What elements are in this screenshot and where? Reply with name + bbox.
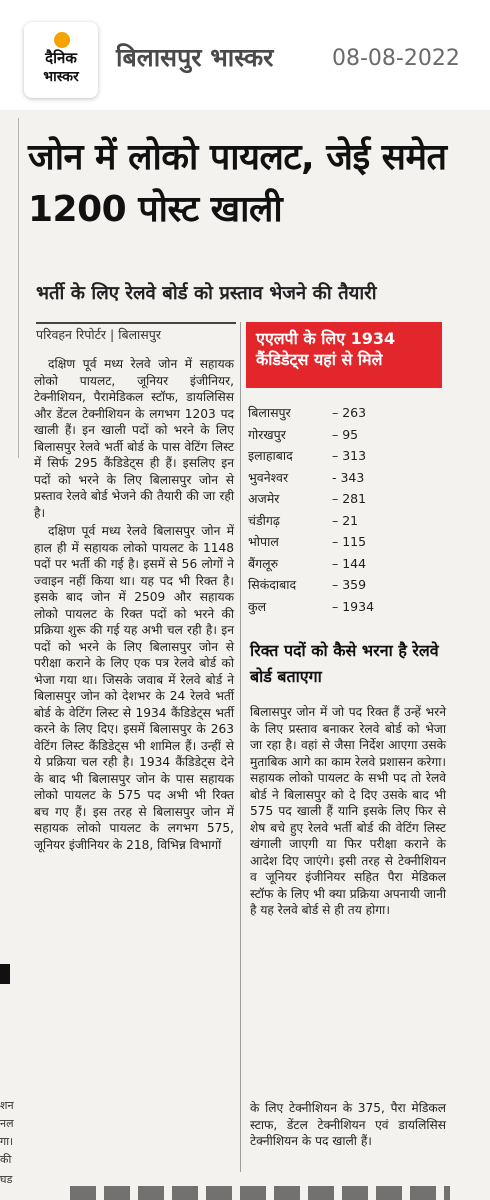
edge-text-fragment: गा। <box>0 1135 14 1148</box>
stat-row <box>248 467 448 489</box>
stat-row <box>248 424 448 446</box>
stat-name: भोपाल <box>248 534 279 549</box>
stat-value: - 343 <box>332 469 365 485</box>
logo-line-1: दैनिक <box>45 49 77 67</box>
stat-value: – 263 <box>332 405 367 420</box>
stat-name: बैंगलूरु <box>248 555 279 571</box>
stat-value: – 21 <box>332 512 359 528</box>
stat-row-total <box>248 596 448 618</box>
headline: जोन में लोको पायलट, जेई समेत 1200 पोस्ट खाली <box>28 137 447 230</box>
edge-text-fragment: घड <box>0 1173 13 1186</box>
edge-headline-fragment <box>0 964 10 984</box>
column-divider <box>240 322 241 1172</box>
stat-name: चंडीगढ़ <box>248 512 280 528</box>
edge-text-fragment: की <box>0 1153 12 1166</box>
right-column-text: बिलासपुर जोन में जो पद रिक्त हैं उन्हें भरने के लिए प्रस्ताव बनाकर रेलवे बोर्ड को भेजा जा रहा है। वहां से जैसा निर्देश आएगा उसके मुताबिक आगे का काम रेलवे प्रशासन करेगा। सहायक लोको पायलट के सभी पद तो रेलवे बोर्ड ने बिलासपुर को दे दिए उसके बाद भी 575 पद खाली हैं यानि इसके लिए फिर से शेष बचे हुए रेलवे भर्ती बोर्ड की वेटिंग लिस्ट खंगाली जाएगी या फिर परीक्षा कराने के आदेश दिए जाएंगे। इसी तरह से टेक्नीशियन व जूनियर इंजीनियर सहित पैरा मेडिकल स्टॉफ के लिए भी क्या प्रक्रिया अपनायी जानी है यह रेलवे बोर्ड से ही तय होगा। <box>250 705 446 917</box>
stat-value: – 281 <box>332 491 367 506</box>
stat-row <box>248 531 448 553</box>
stat-value: – 144 <box>332 555 367 571</box>
stat-row <box>248 510 448 532</box>
stat-row <box>248 488 448 510</box>
viewer-header <box>0 0 490 110</box>
stats-box-title: एएलपी के लिए 1934 कैंडिडेट्स यहां से मिले <box>246 322 442 388</box>
stat-value: – 313 <box>332 448 367 463</box>
stat-value: – 95 <box>332 426 359 442</box>
edge-text-fragment: नल <box>0 1117 14 1130</box>
stat-value: – 115 <box>332 534 367 549</box>
stat-row <box>248 553 448 575</box>
stat-value: – 359 <box>332 577 367 592</box>
stat-name: भुवनेश्वर <box>248 469 289 485</box>
paragraph: दक्षिण पूर्व मध्य रेलवे जोन में सहायक लोको पायलट, जूनियर इंजीनियर, टेक्नीशियन, पैरामेडिकल स्टॉफ, डायलिसिस और डेंटल टेक्नीशियन के लगभग 1203 पद खाली हैं। इन खाली पदों को भरने के लिए बिलासपुर रेलवे भर्ती बोर्ड के पास वेटिंग लिस्ट में सिर्फ 295 कैंडिडेट्स ही हैं। इसलिए इन पदों को भरने के लिए बिलासपुर जोन से प्रस्ताव रेलवे बोर्ड भेजने की तैयारी की जा रही है। <box>34 357 234 520</box>
stat-row <box>248 402 448 424</box>
cut-off-headline <box>70 1186 450 1200</box>
stat-name: बिलासपुर <box>248 405 291 420</box>
edition-date: 08-08-2022 <box>332 46 460 71</box>
stat-row <box>248 574 448 596</box>
right-column-continuation: के लिए टेक्नीशियन के 375, पैरा मेडिकल स्टाफ, डेंटल टेक्नीशियन एवं डायलिसिस टेक्नीशियन के पद खाली हैं। <box>250 1101 446 1148</box>
stat-name: कुल <box>248 598 267 614</box>
subheadline: भर्ती के लिए रेलवे बोर्ड को प्रस्ताव भेजने की तैयारी <box>36 283 377 304</box>
paper-name: बिलासपुर भास्कर <box>116 43 274 72</box>
dainik-bhaskar-logo[interactable] <box>24 22 98 98</box>
stat-name: सिकंदाबाद <box>248 577 297 592</box>
stat-value: – 1934 <box>332 598 375 614</box>
stat-name: अजमेर <box>248 491 280 506</box>
stats-list <box>248 402 448 617</box>
left-column-text <box>34 356 234 855</box>
stat-name: इलाहाबाद <box>248 448 293 463</box>
edge-text-fragment: शन <box>0 1099 14 1112</box>
sun-icon <box>54 32 70 48</box>
edge-divider <box>18 118 19 458</box>
stat-row <box>248 445 448 467</box>
stat-name: गोरखपुर <box>248 426 286 442</box>
paragraph: दक्षिण पूर्व मध्य रेलवे बिलासपुर जोन में हाल ही में सहायक लोको पायलट के 1148 पदों पर भर्ती की गई है। इसमें से 56 लोगों ने ज्वाइन नहीं किया था। यह पद भी रिक्त है। इसके बाद जोन में 2509 और सहायक लोको पायलट के रिक्त पदों को भरने की प्रक्रिया शुरू की गई यह अभी चल रही है। इन पदों को भरने के लिए बिलासपुर जोन से परीक्षा कराने के लिए एक पत्र रेलवे बोर्ड को भेजा गया था। जिसके जवाब में रेलवे बोर्ड ने बिलासपुर जोन को देशभर के 24 रेलवे भर्ती बोर्ड के वेटिंग लिस्ट से 1934 कैंडिडेट्स भर्ती करने के लिए दिए। इसमें बिलासपुर के 263 वेटिंग लिस्ट कैंडिडेट्स भी शामिल हैं। उन्हीं से ये प्रक्रिया चल रही है। 1934 कैंडिडेट्स देने के बाद भी बिलासपुर जोन के पास सहायक लोको पायलट के 575 पद अभी भी रिक्त बच गए हैं। इस तरह से बिलासपुर जोन में सहायक लोको पायलट के लगभग 575, जूनियर इंजीनियर के 218, विभिन्न विभागों <box>34 524 234 852</box>
byline: परिवहन रिपोर्टर | बिलासपुर <box>36 322 236 343</box>
section-subheading: रिक्त पदों को कैसे भरना है रेलवे बोर्ड बताएगा <box>250 641 439 686</box>
logo-line-2: भास्कर <box>43 69 79 85</box>
